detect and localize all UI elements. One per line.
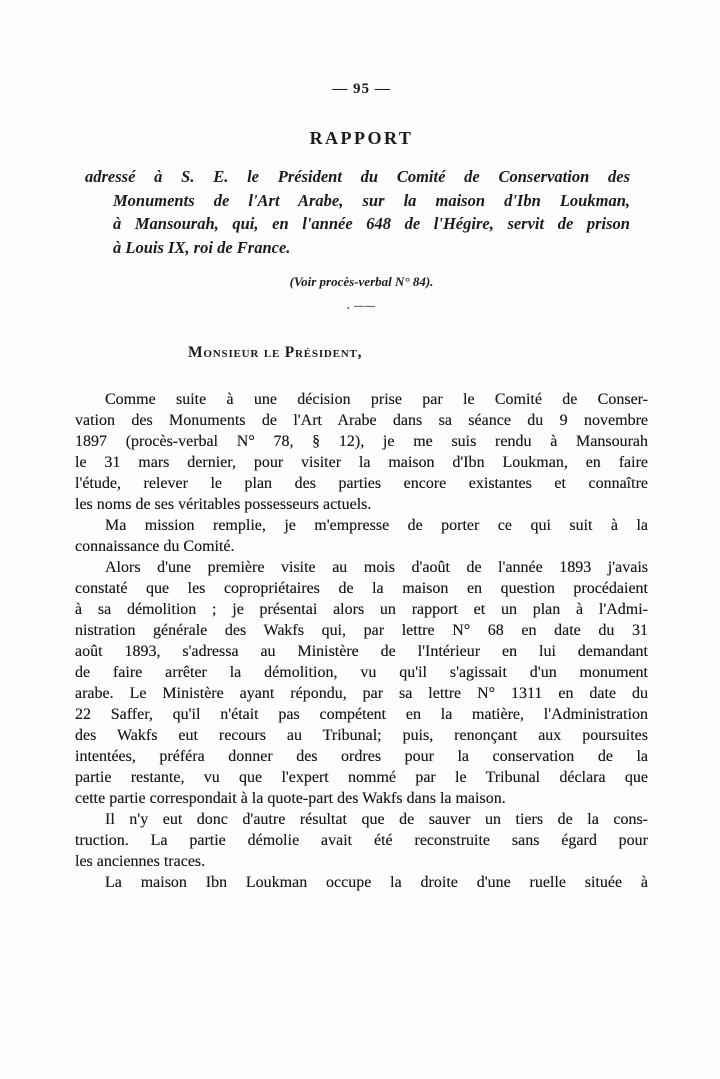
text-line: les anciennes traces. <box>75 853 206 870</box>
paragraph <box>75 389 648 515</box>
text-line: 1897 (procès-verbal N° 78, § 12), je me suis rendu à Mansourah <box>75 433 648 450</box>
text-line: arabe. Le Ministère ayant répondu, par sa lettre N° 1311 en date du <box>75 685 648 702</box>
text-line: connaissance du Comité. <box>75 538 235 555</box>
paragraph <box>75 557 648 809</box>
text-line: Alors d'une première visite au mois d'août de l'année 1893 j'avais <box>105 559 648 576</box>
text-line: Comme suite à une décision prise par le Comité de Conser- <box>105 391 648 408</box>
text-line: partie restante, vu que l'expert nommé par le Tribunal déclara que <box>75 769 648 786</box>
address-line: à Mansourah, qui, en l'année 648 de l'Hégire, servit de prison <box>113 214 630 233</box>
text-line: constaté que les copropriétaires de la maison en question procédaient <box>75 580 648 597</box>
paragraph <box>75 809 648 872</box>
text-line: 22 Saffer, qu'il n'était pas compétent en la matière, l'Administration <box>75 706 648 723</box>
page-number: — 95 — <box>332 81 391 97</box>
address-line: adressé à S. E. le Président du Comité de Conservation des <box>85 167 630 186</box>
address-line: à Louis IX, roi de France. <box>113 237 291 257</box>
text-line: Il n'y eut donc d'autre résultat que de sauver un tiers de la cons- <box>105 811 648 828</box>
report-address <box>85 165 630 259</box>
text-line: le 31 mars dernier, pour visiter la maison d'Ibn Loukman, en faire <box>75 454 648 471</box>
text-line: intentées, préféra donner des ordres pour la conservation de la <box>75 748 648 765</box>
paragraph <box>75 872 648 893</box>
text-line: Ma mission remplie, je m'empresse de porter ce qui suit à la <box>105 517 648 534</box>
text-line: nistration générale des Wakfs qui, par lettre N° 68 en date du 31 <box>75 622 648 639</box>
salutation: Monsieur le Président, <box>188 344 363 361</box>
paragraph <box>75 515 648 557</box>
text-line: cette partie correspondait à la quote-part des Wakfs dans la maison. <box>75 790 506 807</box>
text-line: vation des Monuments de l'Art Arabe dans sa séance du 9 novembre <box>75 412 648 429</box>
text-line: de faire arrêter la démolition, vu qu'il s'agissait d'un monument <box>75 664 648 681</box>
report-title: RAPPORT <box>309 128 414 148</box>
separator-rule: . —— <box>347 301 376 312</box>
reference-note: (Voir procès-verbal N° 84). <box>289 274 434 289</box>
address-line: Monuments de l'Art Arabe, sur la maison d'Ibn Loukman, <box>113 190 630 210</box>
text-line: les noms de ses véritables possesseurs actuels. <box>75 496 372 513</box>
text-line: à sa démolition ; je présentai alors un rapport et un plan à l'Admi- <box>75 601 648 618</box>
text-line: des Wakfs eut recours au Tribunal; puis, renonçant aux poursuites <box>75 727 648 744</box>
text-line: La maison Ibn Loukman occupe la droite d'une ruelle située à <box>105 874 648 891</box>
text-line: l'étude, relever le plan des parties encore existantes et connaître <box>75 475 648 492</box>
text-line: août 1893, s'adressa au Ministère de l'Intérieur en lui demandant <box>75 643 648 660</box>
report-body <box>75 389 648 893</box>
text-line: truction. La partie démolie avait été reconstruite sans égard pour <box>75 832 648 849</box>
